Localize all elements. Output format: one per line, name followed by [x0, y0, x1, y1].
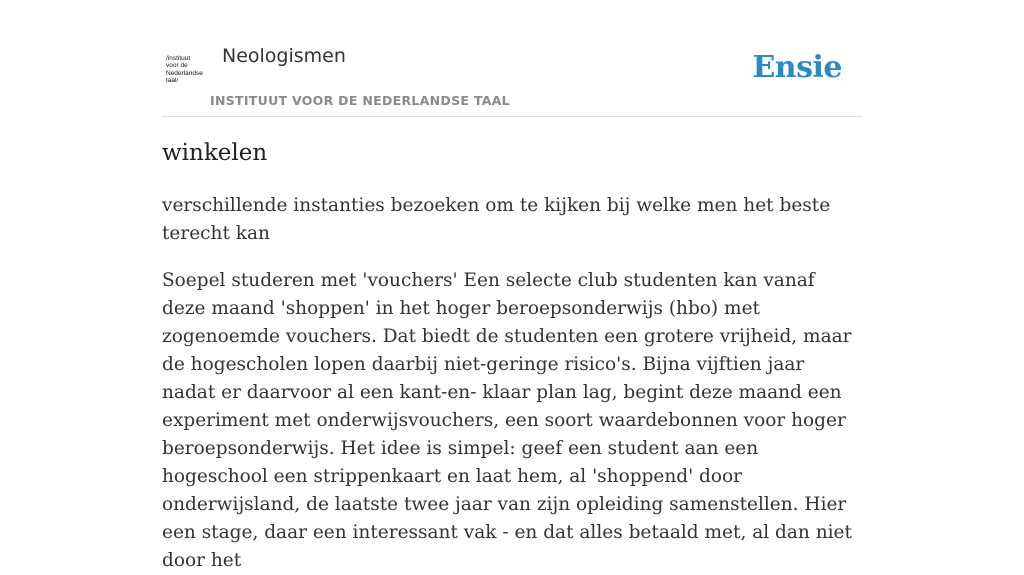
source-title[interactable]: Neologismen — [222, 45, 346, 67]
institute-logo[interactable] — [166, 55, 208, 91]
entry-headword: winkelen — [162, 140, 268, 166]
logo-line: taal/ — [166, 77, 179, 85]
entry-example: Soepel studeren met 'vouchers' Een selecte club studenten kan vanaf deze maand 'shoppen' in het hoger beroepsonderwijs (hbo) met zogenoemde vouchers. Dat biedt de studenten een grotere vrijheid, maar de hogescholen lopen daarbij niet-geringe risico's. Bijna vijftien jaar nadat er daarvoor al een kant-en- klaar plan lag, begint deze maand een experiment met onderwijsvouchers, een soort waardebonnen voor hoger beroepsonderwijs. Het idee is simpel: geef een student aan een hogeschool een strippenkaart en laat hem, al 'shoppend' door onderwijsland, de laatste twee jaar van zijn opleiding samenstellen. Hier een stage, daar een interessant vak - en dat alles betaald met, al dan niet door het — [162, 270, 852, 571]
header — [162, 0, 862, 117]
page — [162, 0, 862, 571]
logo-line: Nederlandse — [166, 69, 203, 77]
source-subtitle: INSTITUUT VOOR DE NEDERLANDSE TAAL — [210, 93, 510, 108]
entry-definition: verschillende instanties bezoeken om te kijken bij welke men het beste terecht kan — [162, 195, 831, 244]
site-logo[interactable]: Ensie — [752, 50, 842, 85]
logo-line: voor de — [166, 62, 188, 70]
logo-line: /instituut — [166, 55, 191, 62]
